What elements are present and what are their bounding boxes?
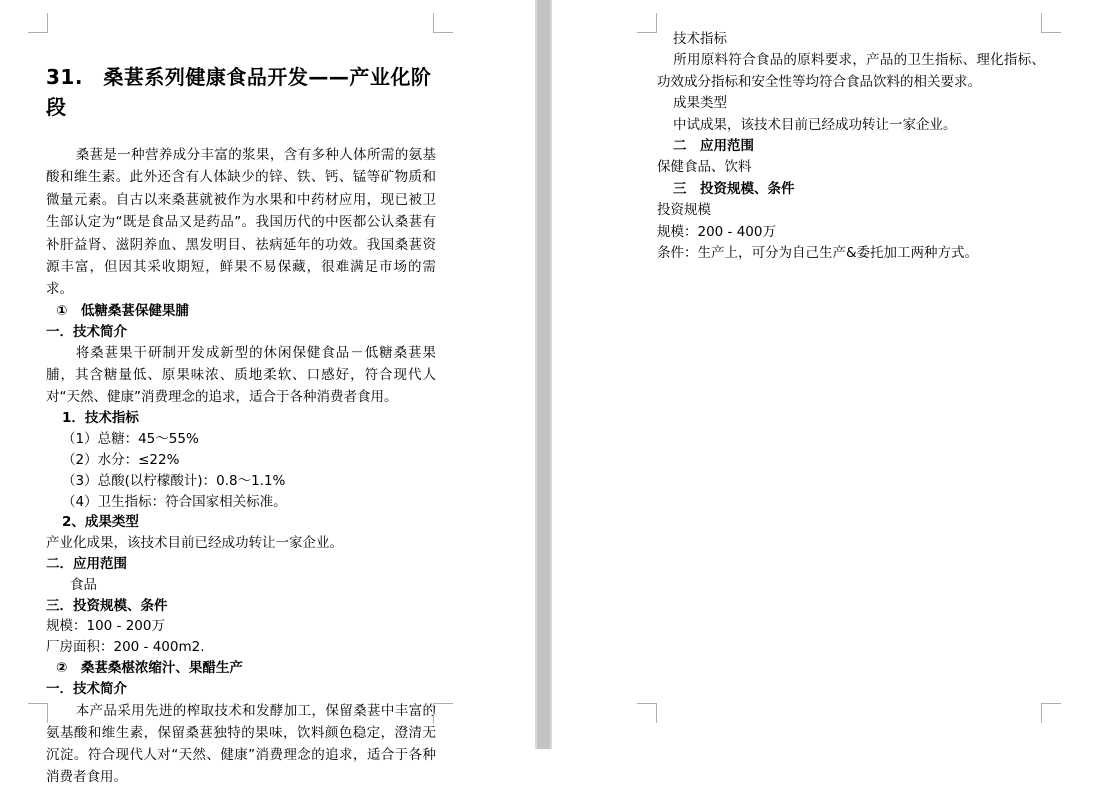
indicator-item: （2）水分：≤22% [62, 452, 180, 469]
product1-tech-intro-paragraph: 将桑葚果干研制开发成新型的休闲保健食品－低糖桑葚果脯，其含糖量低、原果味浓、质地柔软、口感好，符合现代人对“天然、健康”消费理念的追求，适合于各种消费者食用。 [46, 345, 436, 406]
invest-scale: 规模：200 - 400万 [657, 223, 776, 240]
page-title: 31. 桑葚系列健康食品开发——产业化阶段 [46, 65, 432, 119]
product1-scope: 食品 [70, 576, 97, 593]
invest-sub-heading: 投资规模 [657, 202, 711, 219]
scope: 保健食品、饮料 [657, 159, 752, 176]
product1-tech-index-heading: 1．技术指标 [62, 410, 139, 427]
tech-index-paragraph: 所用原料符合食品的原料要求，产品的卫生指标、理化指标、功效成分指标和安全性等均符合食品饮料的相关要求。 [657, 52, 1045, 90]
product2-tech-intro-heading: 一．技术简介 [46, 680, 127, 697]
product1-result-type: 产业化成果，该技术目前已经成功转让一家企业。 [46, 535, 343, 552]
right-page-content [657, 29, 1045, 264]
indicator-item: （3）总酸(以柠檬酸计)：0.8～1.1% [62, 472, 286, 489]
invest-condition: 条件：生产上，可分为自己生产&委托加工两种方式。 [657, 245, 979, 262]
crop-mark-left-top-right [433, 13, 453, 33]
result-type: 中试成果，该技术目前已经成功转让一家企业。 [673, 116, 957, 133]
product2-tech-intro-paragraph: 本产品采用先进的榨取技术和发酵加工，保留桑葚中丰富的氨基酸和维生素，保留桑葚独特的果味，饮料颜色稳定，澄清无沉淀。符合现代人对“天然、健康”消费理念的追求，适合于各种消费者食用。 [46, 702, 436, 785]
crop-mark-right-bottom-right [1041, 703, 1061, 723]
document-page-left[interactable] [0, 0, 535, 785]
product1-invest-heading: 三．投资规模、条件 [46, 597, 168, 614]
crop-mark-left-top-left [28, 13, 48, 33]
product1-tech-intro-heading: 一．技术简介 [46, 323, 127, 340]
document-page-right[interactable] [552, 0, 1101, 749]
crop-mark-left-bottom-left [28, 703, 48, 723]
result-type-heading: 成果类型 [673, 95, 727, 112]
page-gap-divider [535, 0, 552, 749]
left-page-content [46, 62, 436, 788]
crop-mark-right-top-right [1041, 13, 1061, 33]
crop-mark-right-bottom-left [637, 703, 657, 723]
product1-heading: ① 低糖桑葚保健果脯 [56, 302, 189, 319]
product1-result-type-heading: 2、成果类型 [62, 514, 139, 531]
crop-mark-right-top-left [637, 13, 657, 33]
indicator-item: （1）总糖：45～55% [62, 431, 199, 448]
product1-scope-heading: 二．应用范围 [46, 556, 127, 573]
invest-heading: 三 投资规模、条件 [673, 180, 795, 197]
intro-paragraph: 桑葚是一种营养成分丰富的浆果，含有多种人体所需的氨基酸和维生素。此外还含有人体缺少的锌、铁、钙、锰等矿物质和微量元素。自古以来桑葚就被作为水果和中药材应用，现已被卫生部认定为“既是食品又是药品”。我国历代的中医都公认桑葚有补肝益肾、滋阴养血、黑发明目、祛病延年的功效。我国桑葚资源丰富，但因其采收期短，鲜果不易保藏，很难满足市场的需求。 [46, 147, 436, 298]
product1-invest-scale: 规模：100 - 200万 [46, 618, 165, 635]
tech-index-heading: 技术指标 [673, 31, 727, 47]
indicator-item: （4）卫生指标：符合国家相关标准。 [62, 493, 287, 510]
product1-invest-plant: 厂房面积：200 - 400m2. [46, 639, 205, 656]
crop-mark-left-bottom-right [433, 703, 453, 723]
scope-heading: 二 应用范围 [673, 138, 754, 155]
product2-heading: ② 桑葚桑椹浓缩汁、果醋生产 [56, 660, 243, 676]
